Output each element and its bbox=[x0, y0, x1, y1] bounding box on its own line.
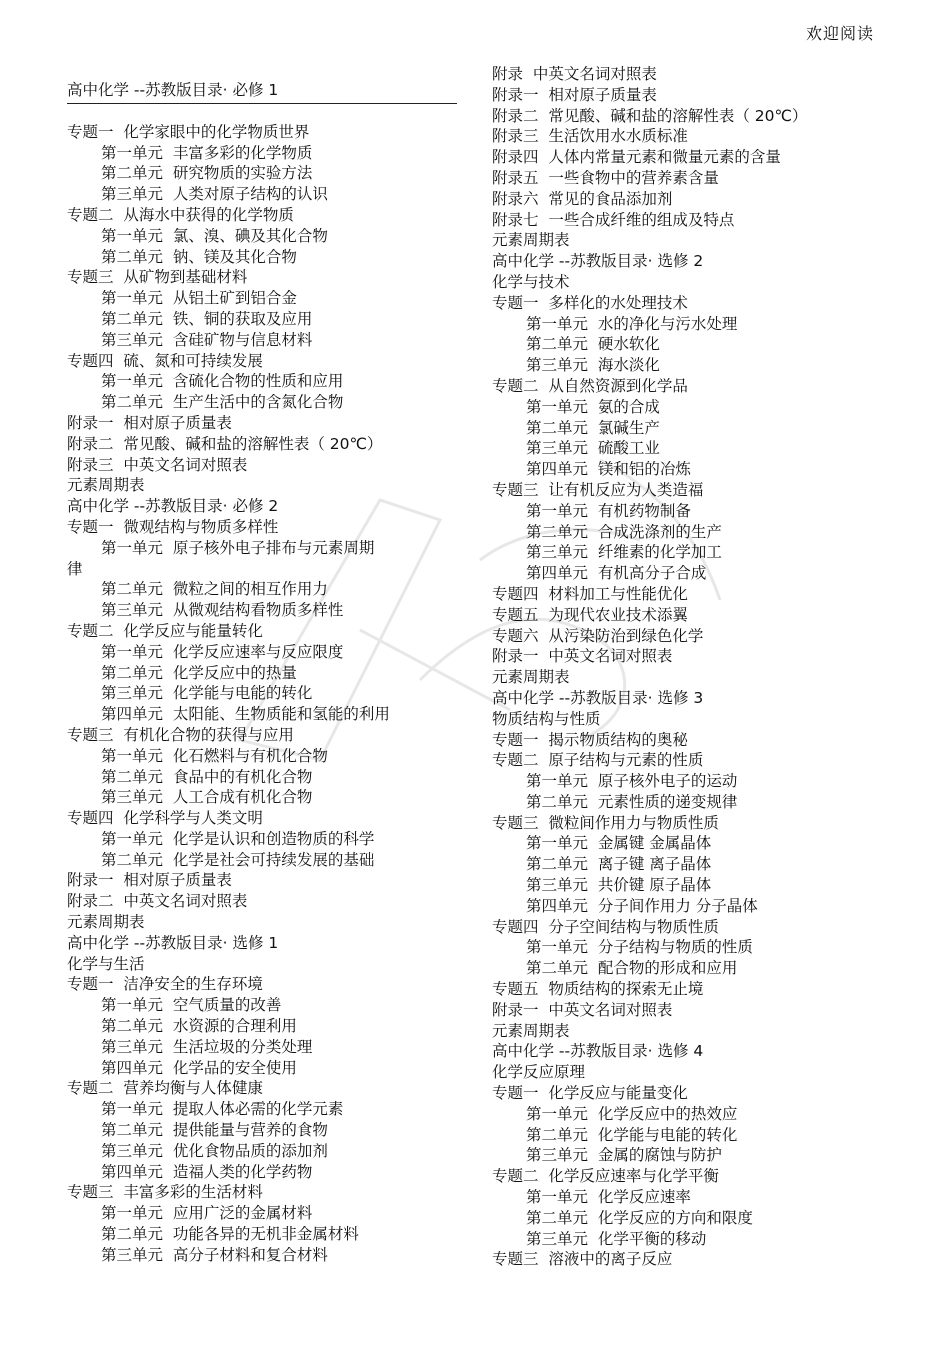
toc-unit-entry: 第四单元 有机高分子合成 bbox=[526, 564, 707, 583]
toc-unit-entry: 第一单元 水的净化与污水处理 bbox=[526, 314, 738, 333]
toc-unit-entry: 第二单元 硬水软化 bbox=[526, 335, 660, 354]
toc-unit-entry: 第三单元 优化食物品质的添加剂 bbox=[101, 1141, 328, 1160]
toc-entry: 附录二 中英文名词对照表 bbox=[67, 892, 248, 911]
toc-entry: 专题一 洁净安全的生存环境 bbox=[67, 975, 263, 994]
toc-entry: 专题三 让有机反应为人类造福 bbox=[492, 480, 704, 499]
toc-unit-entry: 第四单元 化学品的安全使用 bbox=[101, 1058, 297, 1077]
toc-entry: 物质结构与性质 bbox=[492, 709, 601, 728]
toc-unit-entry: 第三单元 生活垃圾的分类处理 bbox=[101, 1037, 313, 1056]
toc-entry: 专题一 化学家眼中的化学物质世界 bbox=[67, 122, 310, 141]
toc-entry: 专题二 从自然资源到化学品 bbox=[492, 376, 688, 395]
toc-entry: 专题一 揭示物质结构的奥秘 bbox=[492, 730, 688, 749]
toc-entry: 律 bbox=[67, 559, 83, 578]
toc-unit-entry: 第三单元 人类对原子结构的认识 bbox=[101, 185, 328, 204]
toc-entry: 专题一 化学反应与能量变化 bbox=[492, 1084, 688, 1103]
toc-entry: 化学与技术 bbox=[492, 272, 570, 291]
toc-entry: 附录七 一些合成纤维的组成及特点 bbox=[492, 210, 735, 229]
toc-entry: 专题六 从污染防治到绿色化学 bbox=[492, 626, 704, 645]
toc-entry: 高中化学 --苏教版目录· 选修 3 bbox=[492, 688, 704, 707]
toc-unit-entry: 第三单元 纤维素的化学加工 bbox=[526, 543, 722, 562]
toc-unit-entry: 第二单元 食品中的有机化合物 bbox=[101, 767, 313, 786]
toc-right-column bbox=[492, 64, 932, 1270]
toc-unit-entry: 第二单元 微粒之间的相互作用力 bbox=[101, 580, 328, 599]
toc-unit-entry: 第一单元 化石燃料与有机化合物 bbox=[101, 746, 328, 765]
toc-unit-entry: 第二单元 氯碱生产 bbox=[526, 418, 660, 437]
toc-entry: 附录一 相对原子质量表 bbox=[492, 85, 657, 104]
toc-unit-entry: 第三单元 硫酸工业 bbox=[526, 439, 660, 458]
toc-entry: 附录三 中英文名词对照表 bbox=[67, 455, 248, 474]
toc-unit-entry: 第一单元 空气质量的改善 bbox=[101, 996, 282, 1015]
toc-unit-entry: 第二单元 离子键 离子晶体 bbox=[526, 855, 712, 874]
toc-entry: 附录四 人体内常量元素和微量元素的含量 bbox=[492, 148, 781, 167]
toc-entry: 附录一 中英文名词对照表 bbox=[492, 1000, 673, 1019]
toc-entry: 专题四 硫、氮和可持续发展 bbox=[67, 351, 263, 370]
toc-unit-entry: 第一单元 氨的合成 bbox=[526, 397, 660, 416]
toc-entry: 专题四 材料加工与性能优化 bbox=[492, 584, 688, 603]
toc-unit-entry: 第一单元 有机药物制备 bbox=[526, 501, 691, 520]
toc-entry: 专题二 化学反应与能量转化 bbox=[67, 621, 263, 640]
toc-unit-entry: 第一单元 化学反应中的热效应 bbox=[526, 1104, 738, 1123]
toc-unit-entry: 第一单元 从铝土矿到铝合金 bbox=[101, 289, 297, 308]
toc-entry: 专题五 物质结构的探索无止境 bbox=[492, 980, 704, 999]
toc-unit-entry: 第三单元 从微观结构看物质多样性 bbox=[101, 601, 344, 620]
toc-unit-entry: 第二单元 化学反应中的热量 bbox=[101, 663, 297, 682]
toc-unit-entry: 第一单元 丰富多彩的化学物质 bbox=[101, 143, 313, 162]
toc-entry: 高中化学 --苏教版目录· 选修 1 bbox=[67, 933, 279, 952]
toc-entry: 附录一 中英文名词对照表 bbox=[492, 647, 673, 666]
toc-unit-entry: 第一单元 原子核外电子排布与元素周期 bbox=[101, 538, 375, 557]
toc-entry: 专题三 微粒间作用力与物质性质 bbox=[492, 813, 719, 832]
toc-book-title: 高中化学 --苏教版目录· 必修 1 bbox=[67, 80, 457, 104]
toc-entry: 专题二 化学反应速率与化学平衡 bbox=[492, 1167, 719, 1186]
toc-unit-entry: 第二单元 铁、铜的获取及应用 bbox=[101, 309, 313, 328]
toc-unit-entry: 第四单元 造福人类的化学药物 bbox=[101, 1162, 313, 1181]
toc-unit-entry: 第二单元 元素性质的递变规律 bbox=[526, 792, 738, 811]
toc-unit-entry: 第三单元 化学能与电能的转化 bbox=[101, 684, 313, 703]
toc-unit-entry: 第二单元 配合物的形成和应用 bbox=[526, 959, 738, 978]
toc-unit-entry: 第三单元 化学平衡的移动 bbox=[526, 1229, 707, 1248]
toc-unit-entry: 第二单元 水资源的合理利用 bbox=[101, 1017, 297, 1036]
toc-entry: 专题三 溶液中的离子反应 bbox=[492, 1250, 673, 1269]
toc-unit-entry: 第三单元 高分子材料和复合材料 bbox=[101, 1245, 328, 1264]
toc-entry: 高中化学 --苏教版目录· 选修 4 bbox=[492, 1042, 704, 1061]
toc-unit-entry: 第三单元 共价键 原子晶体 bbox=[526, 876, 712, 895]
toc-entry: 专题三 有机化合物的获得与应用 bbox=[67, 725, 294, 744]
toc-unit-entry: 第二单元 化学是社会可持续发展的基础 bbox=[101, 850, 375, 869]
toc-entry: 高中化学 --苏教版目录· 必修 2 bbox=[67, 497, 279, 516]
toc-unit-entry: 第一单元 化学反应速率 bbox=[526, 1188, 691, 1207]
toc-entry: 元素周期表 bbox=[67, 913, 145, 932]
toc-entry: 元素周期表 bbox=[492, 231, 570, 250]
toc-unit-entry: 第一单元 原子核外电子的运动 bbox=[526, 772, 738, 791]
toc-unit-entry: 第一单元 应用广泛的金属材料 bbox=[101, 1204, 313, 1223]
toc-unit-entry: 第二单元 功能各异的无机非金属材料 bbox=[101, 1225, 359, 1244]
toc-unit-entry: 第一单元 分子结构与物质的性质 bbox=[526, 938, 753, 957]
toc-unit-entry: 第一单元 化学反应速率与反应限度 bbox=[101, 642, 344, 661]
toc-unit-entry: 第二单元 合成洗涤剂的生产 bbox=[526, 522, 722, 541]
toc-entry: 专题三 从矿物到基础材料 bbox=[67, 268, 248, 287]
toc-entry: 元素周期表 bbox=[492, 668, 570, 687]
toc-entry: 附录二 常见酸、碱和盐的溶解性表（ 20℃） bbox=[67, 434, 383, 453]
toc-entry: 专题二 从海水中获得的化学物质 bbox=[67, 205, 294, 224]
toc-unit-entry: 第一单元 氯、溴、碘及其化合物 bbox=[101, 226, 328, 245]
toc-unit-entry: 第二单元 研究物质的实验方法 bbox=[101, 164, 313, 183]
toc-entry: 附录一 相对原子质量表 bbox=[67, 413, 232, 432]
toc-entry: 专题一 微观结构与物质多样性 bbox=[67, 517, 279, 536]
toc-unit-entry: 第一单元 含硫化合物的性质和应用 bbox=[101, 372, 344, 391]
toc-unit-entry: 第三单元 含硅矿物与信息材料 bbox=[101, 330, 313, 349]
toc-entry: 化学与生活 bbox=[67, 954, 145, 973]
toc-entry: 专题三 丰富多彩的生活材料 bbox=[67, 1183, 263, 1202]
toc-left-column bbox=[67, 80, 462, 1266]
toc-entry: 高中化学 --苏教版目录· 选修 2 bbox=[492, 252, 704, 271]
toc-unit-entry: 第一单元 提取人体必需的化学元素 bbox=[101, 1100, 344, 1119]
toc-entry: 附录二 常见酸、碱和盐的溶解性表（ 20℃） bbox=[492, 106, 808, 125]
toc-entry: 专题五 为现代农业技术添翼 bbox=[492, 605, 688, 624]
toc-unit-entry: 第四单元 分子间作用力 分子晶体 bbox=[526, 896, 758, 915]
toc-unit-entry: 第四单元 镁和铝的冶炼 bbox=[526, 460, 691, 479]
toc-unit-entry: 第一单元 金属键 金属晶体 bbox=[526, 834, 712, 853]
toc-unit-entry: 第二单元 生产生活中的含氮化合物 bbox=[101, 393, 344, 412]
toc-entry: 附录三 生活饮用水水质标准 bbox=[492, 127, 688, 146]
toc-entry: 专题四 化学科学与人类文明 bbox=[67, 809, 263, 828]
toc-unit-entry: 第三单元 海水淡化 bbox=[526, 356, 660, 375]
toc-unit-entry: 第二单元 化学反应的方向和限度 bbox=[526, 1208, 753, 1227]
toc-entry: 附录六 常见的食品添加剂 bbox=[492, 189, 673, 208]
toc-unit-entry: 第二单元 化学能与电能的转化 bbox=[526, 1125, 738, 1144]
toc-unit-entry: 第三单元 人工合成有机化合物 bbox=[101, 788, 313, 807]
toc-entry: 元素周期表 bbox=[492, 1021, 570, 1040]
toc-entry: 附录 中英文名词对照表 bbox=[492, 65, 657, 83]
toc-unit-entry: 第二单元 提供能量与营养的食物 bbox=[101, 1121, 328, 1140]
toc-unit-entry: 第三单元 金属的腐蚀与防护 bbox=[526, 1146, 722, 1165]
toc-entry: 专题二 原子结构与元素的性质 bbox=[492, 751, 704, 770]
toc-entry: 附录五 一些食物中的营养素含量 bbox=[492, 168, 719, 187]
toc-entry: 化学反应原理 bbox=[492, 1063, 586, 1082]
toc-unit-entry: 第一单元 化学是认识和创造物质的科学 bbox=[101, 829, 375, 848]
header-note: 欢迎阅读 bbox=[806, 24, 875, 43]
toc-unit-entry: 第二单元 钠、镁及其化合物 bbox=[101, 247, 297, 266]
toc-entry: 专题一 多样化的水处理技术 bbox=[492, 293, 688, 312]
toc-unit-entry: 第四单元 太阳能、生物质能和氢能的利用 bbox=[101, 705, 390, 724]
toc-entry: 专题四 分子空间结构与物质性质 bbox=[492, 917, 719, 936]
toc-entry: 附录一 相对原子质量表 bbox=[67, 871, 232, 890]
toc-entry: 元素周期表 bbox=[67, 476, 145, 495]
toc-entry: 专题二 营养均衡与人体健康 bbox=[67, 1079, 263, 1098]
